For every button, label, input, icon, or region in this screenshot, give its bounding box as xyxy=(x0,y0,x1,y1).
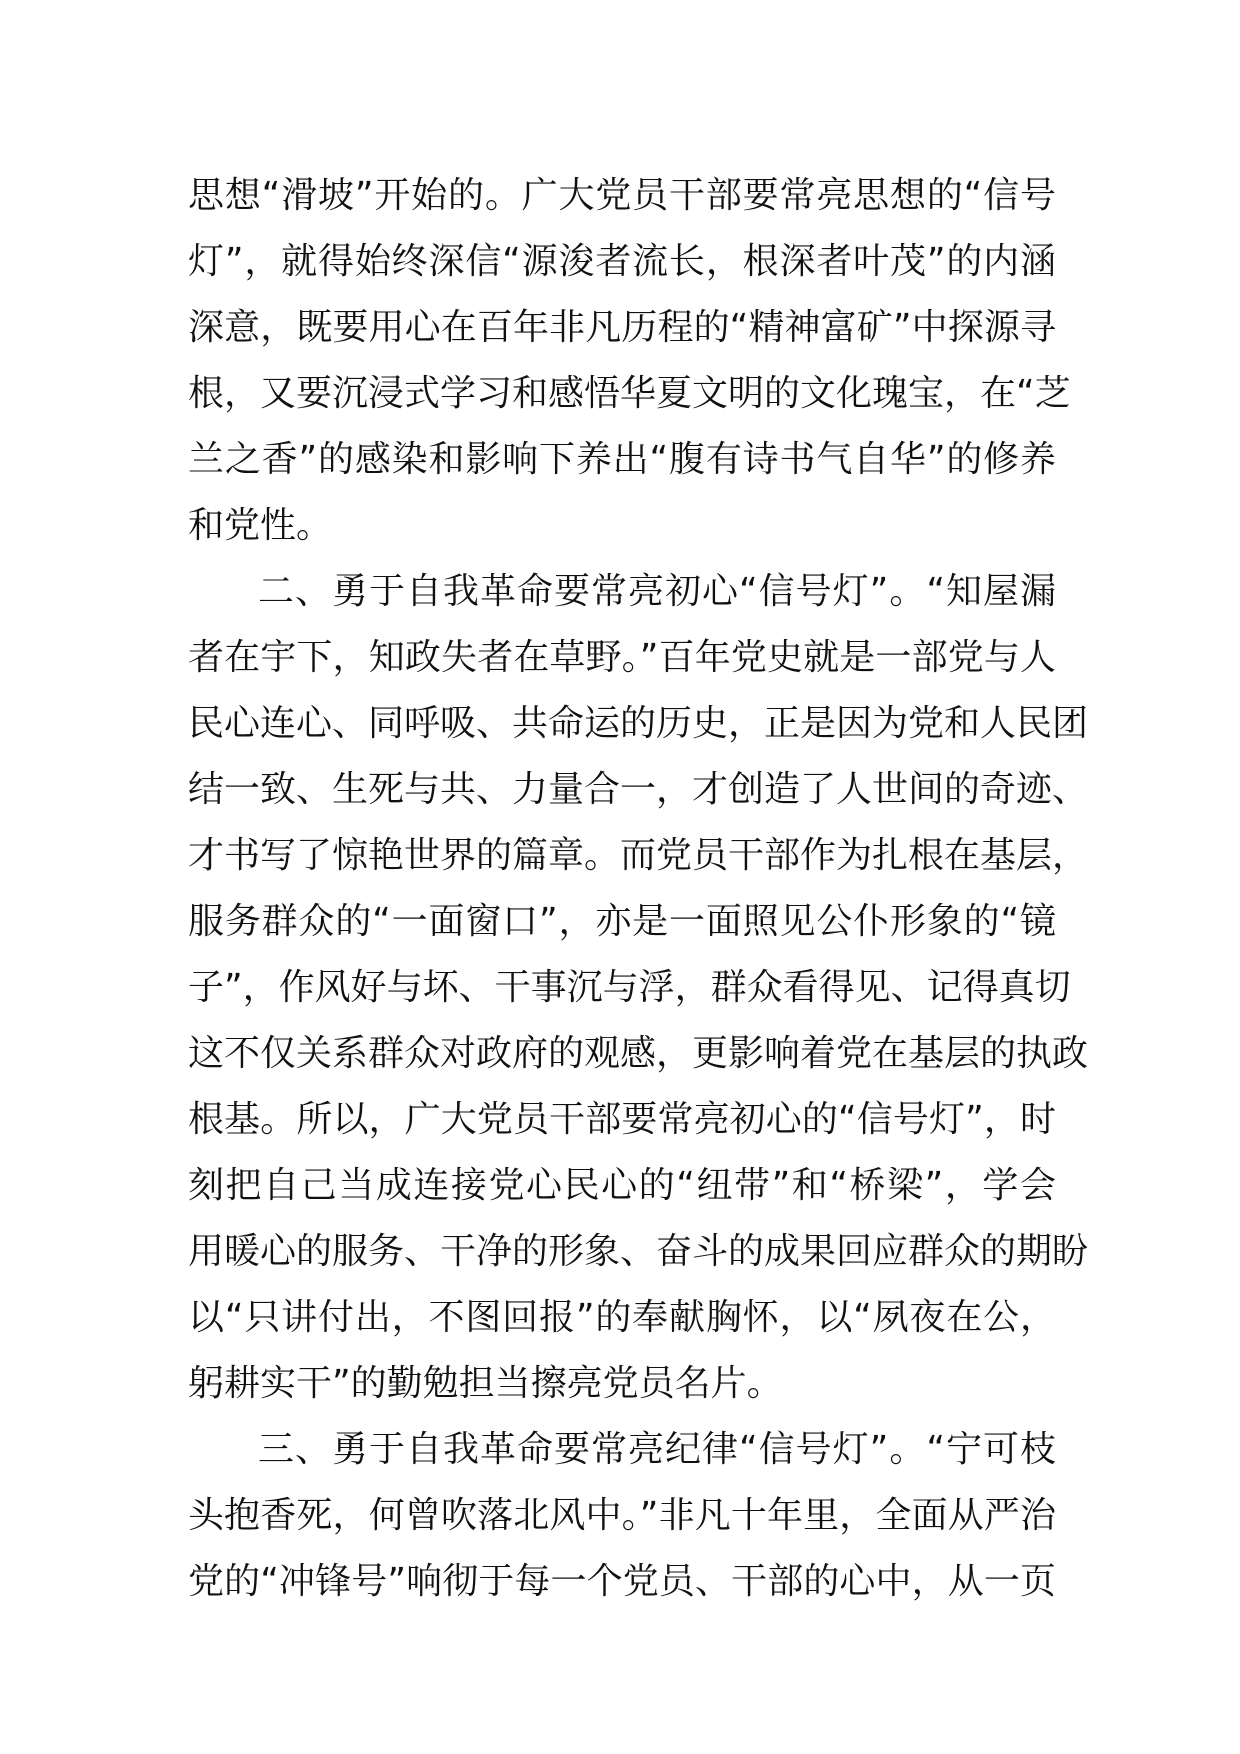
text-line: 服务群众的“一面窗口”，亦是一面照见公仆形象的“镜 xyxy=(188,901,1056,942)
text-line: 这不仅关系群众对政府的观感，更影响着党在基层的执政 xyxy=(188,1033,1089,1074)
text-line: 结一致、生死与共、力量合一，才创造了人世间的奇迹、 xyxy=(188,769,1089,810)
text-line: 子”，作风好与坏、干事沉与浮，群众看得见、记得真切 xyxy=(188,967,1071,1008)
text-line: 头抱香死，何曾吹落北风中。”非凡十年里，全面从严治 xyxy=(188,1495,1056,1536)
text-line: 深意，既要用心在百年非凡历程的“精神富矿”中探源寻 xyxy=(188,307,1056,348)
text-line: 以“只讲付出，不图回报”的奉献胸怀，以“夙夜在公， xyxy=(188,1297,1056,1338)
text-line: 民心连心、同呼吸、共命运的历史，正是因为党和人民团 xyxy=(188,703,1089,744)
section-heading-line: 三、勇于自我革命要常亮纪律“信号灯”。“宁可枝 xyxy=(258,1429,1056,1470)
body-text xyxy=(188,163,1089,1615)
text-line: 者在宇下，知政失者在草野。”百年党史就是一部党与人 xyxy=(188,637,1056,678)
section-heading-line: 二、勇于自我革命要常亮初心“信号灯”。“知屋漏 xyxy=(258,571,1056,612)
text-line: 灯”，就得始终深信“源浚者流长，根深者叶茂”的内涵 xyxy=(188,241,1056,282)
text-line: 根基。所以，广大党员干部要常亮初心的“信号灯”，时 xyxy=(188,1099,1056,1140)
text-line: 思想“滑坡”开始的。广大党员干部要常亮思想的“信号 xyxy=(188,175,1056,216)
text-line: 刻把自己当成连接党心民心的“纽带”和“桥梁”，学会 xyxy=(188,1165,1056,1206)
text-line: 根，又要沉浸式学习和感悟华夏文明的文化瑰宝，在“芝 xyxy=(188,373,1071,414)
text-line: 和党性。 xyxy=(188,505,333,546)
text-line: 躬耕实干”的勤勉担当擦亮党员名片。 xyxy=(188,1363,783,1404)
text-line: 用暖心的服务、干净的形象、奋斗的成果回应群众的期盼 xyxy=(188,1231,1089,1272)
text-line: 兰之香”的感染和影响下养出“腹有诗书气自华”的修养 xyxy=(188,439,1056,480)
text-line: 才书写了惊艳世界的篇章。而党员干部作为扎根在基层， xyxy=(188,835,1089,876)
text-line: 党的“冲锋号”响彻于每一个党员、干部的心中，从一页 xyxy=(188,1561,1056,1602)
